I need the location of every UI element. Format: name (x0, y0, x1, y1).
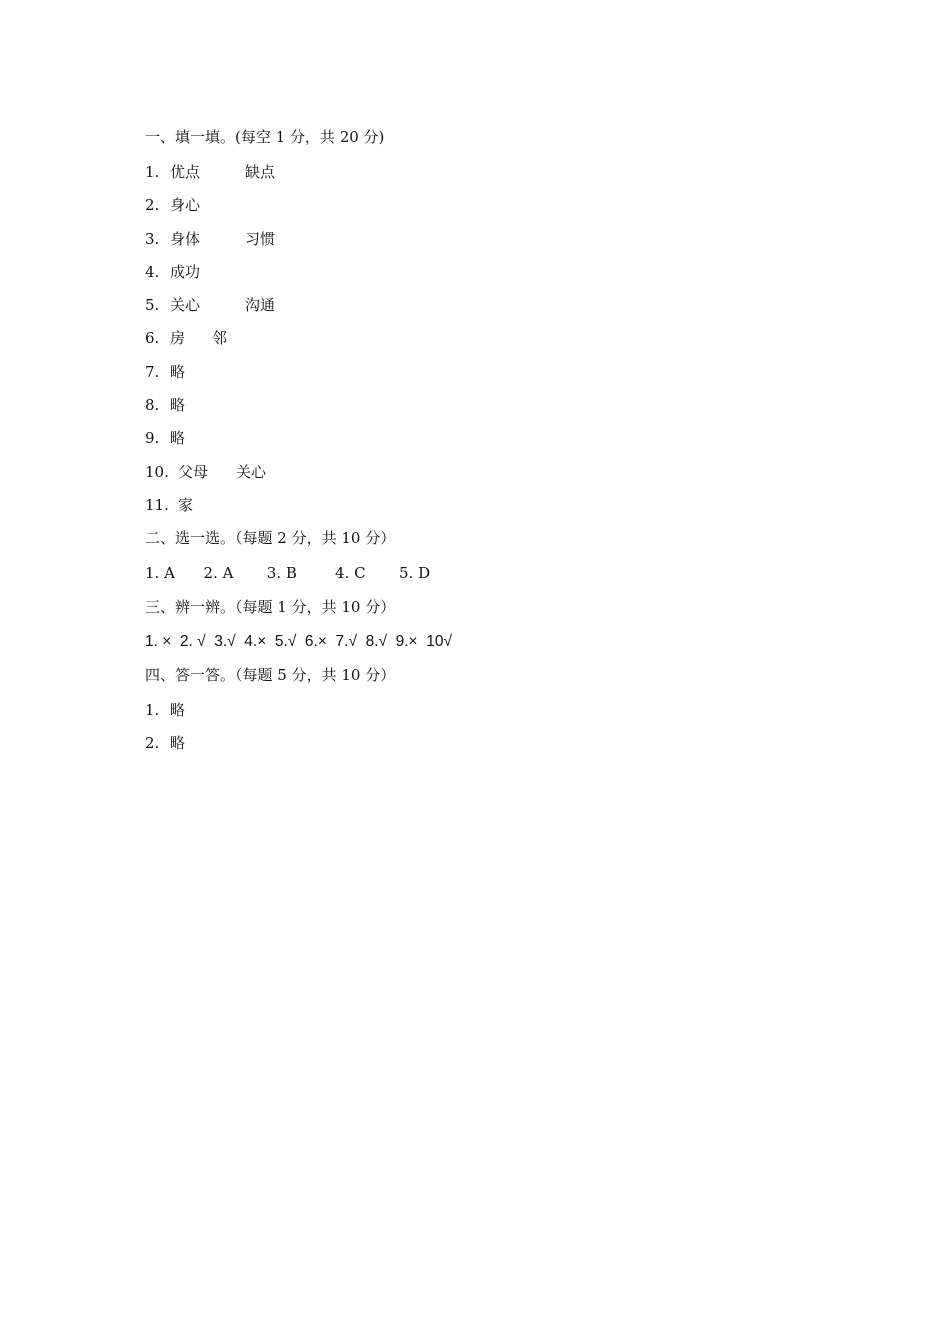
answer-b: 邻 (212, 329, 228, 348)
fill-answer-10 (145, 459, 845, 492)
item-number: 10. (145, 462, 169, 481)
item-number: 6. (145, 329, 160, 348)
essay-answer-1 (145, 697, 845, 730)
fill-answer-9 (145, 425, 845, 458)
fill-answer-2 (145, 192, 845, 225)
answer-b: 沟通 (245, 296, 276, 315)
answer-a: 身心 (170, 196, 201, 215)
item-number: 11. (145, 495, 169, 514)
answer-a: 略 (170, 734, 186, 753)
section4-heading: 四、答一答。（每题 5 分，共 10 分） (145, 665, 396, 684)
fill-answer-6 (145, 325, 845, 358)
answer-a: 家 (178, 495, 194, 514)
item-number: 5. (145, 296, 160, 315)
essay-answer-2 (145, 730, 845, 763)
answer-a: 略 (170, 396, 186, 415)
fill-answer-11 (145, 492, 845, 525)
item-number: 4. (145, 262, 160, 281)
section3-heading: 三、辨一辨。（每题 1 分，共 10 分） (145, 597, 396, 616)
item-number: 9. (145, 429, 160, 448)
answer-a: 略 (170, 362, 186, 381)
answer-a: 优点 (170, 163, 201, 181)
fill-answer-5 (145, 292, 845, 325)
answer-a: 父母 (178, 462, 209, 481)
fill-answer-7 (145, 359, 845, 392)
choice-answers: 1. A 2. A 3. B 4. C 5. D (145, 564, 431, 583)
fill-answer-8 (145, 392, 845, 425)
answer-a: 身体 (170, 229, 201, 248)
answer-a: 略 (170, 700, 186, 719)
answer-a: 成功 (170, 262, 201, 281)
item-number: 2. (145, 734, 160, 753)
item-number: 2. (145, 196, 160, 215)
answer-b: 习惯 (245, 229, 276, 248)
answer-b: 关心 (236, 462, 267, 481)
fill-answer-1 (145, 159, 845, 192)
item-number: 8. (145, 396, 160, 415)
item-number: 1. (145, 163, 160, 181)
item-number: 3. (145, 229, 160, 248)
item-number: 1. (145, 700, 160, 719)
answer-a: 房 (170, 329, 186, 348)
answer-key-content (145, 124, 845, 763)
answer-b: 缺点 (245, 163, 276, 181)
judge-answers: 1. × 2. √ 3.√ 4.× 5.√ 6.× 7.√ 8.√ 9.× 10√ (145, 632, 452, 650)
fill-answer-3 (145, 226, 845, 259)
fill-answer-4 (145, 259, 845, 292)
section1-heading: 一、填一填。(每空 1 分，共 20 分) (145, 128, 385, 146)
item-number: 7. (145, 362, 160, 381)
answer-a: 关心 (170, 296, 201, 315)
section2-heading: 二、选一选。（每题 2 分，共 10 分） (145, 529, 396, 548)
answer-a: 略 (170, 429, 186, 448)
